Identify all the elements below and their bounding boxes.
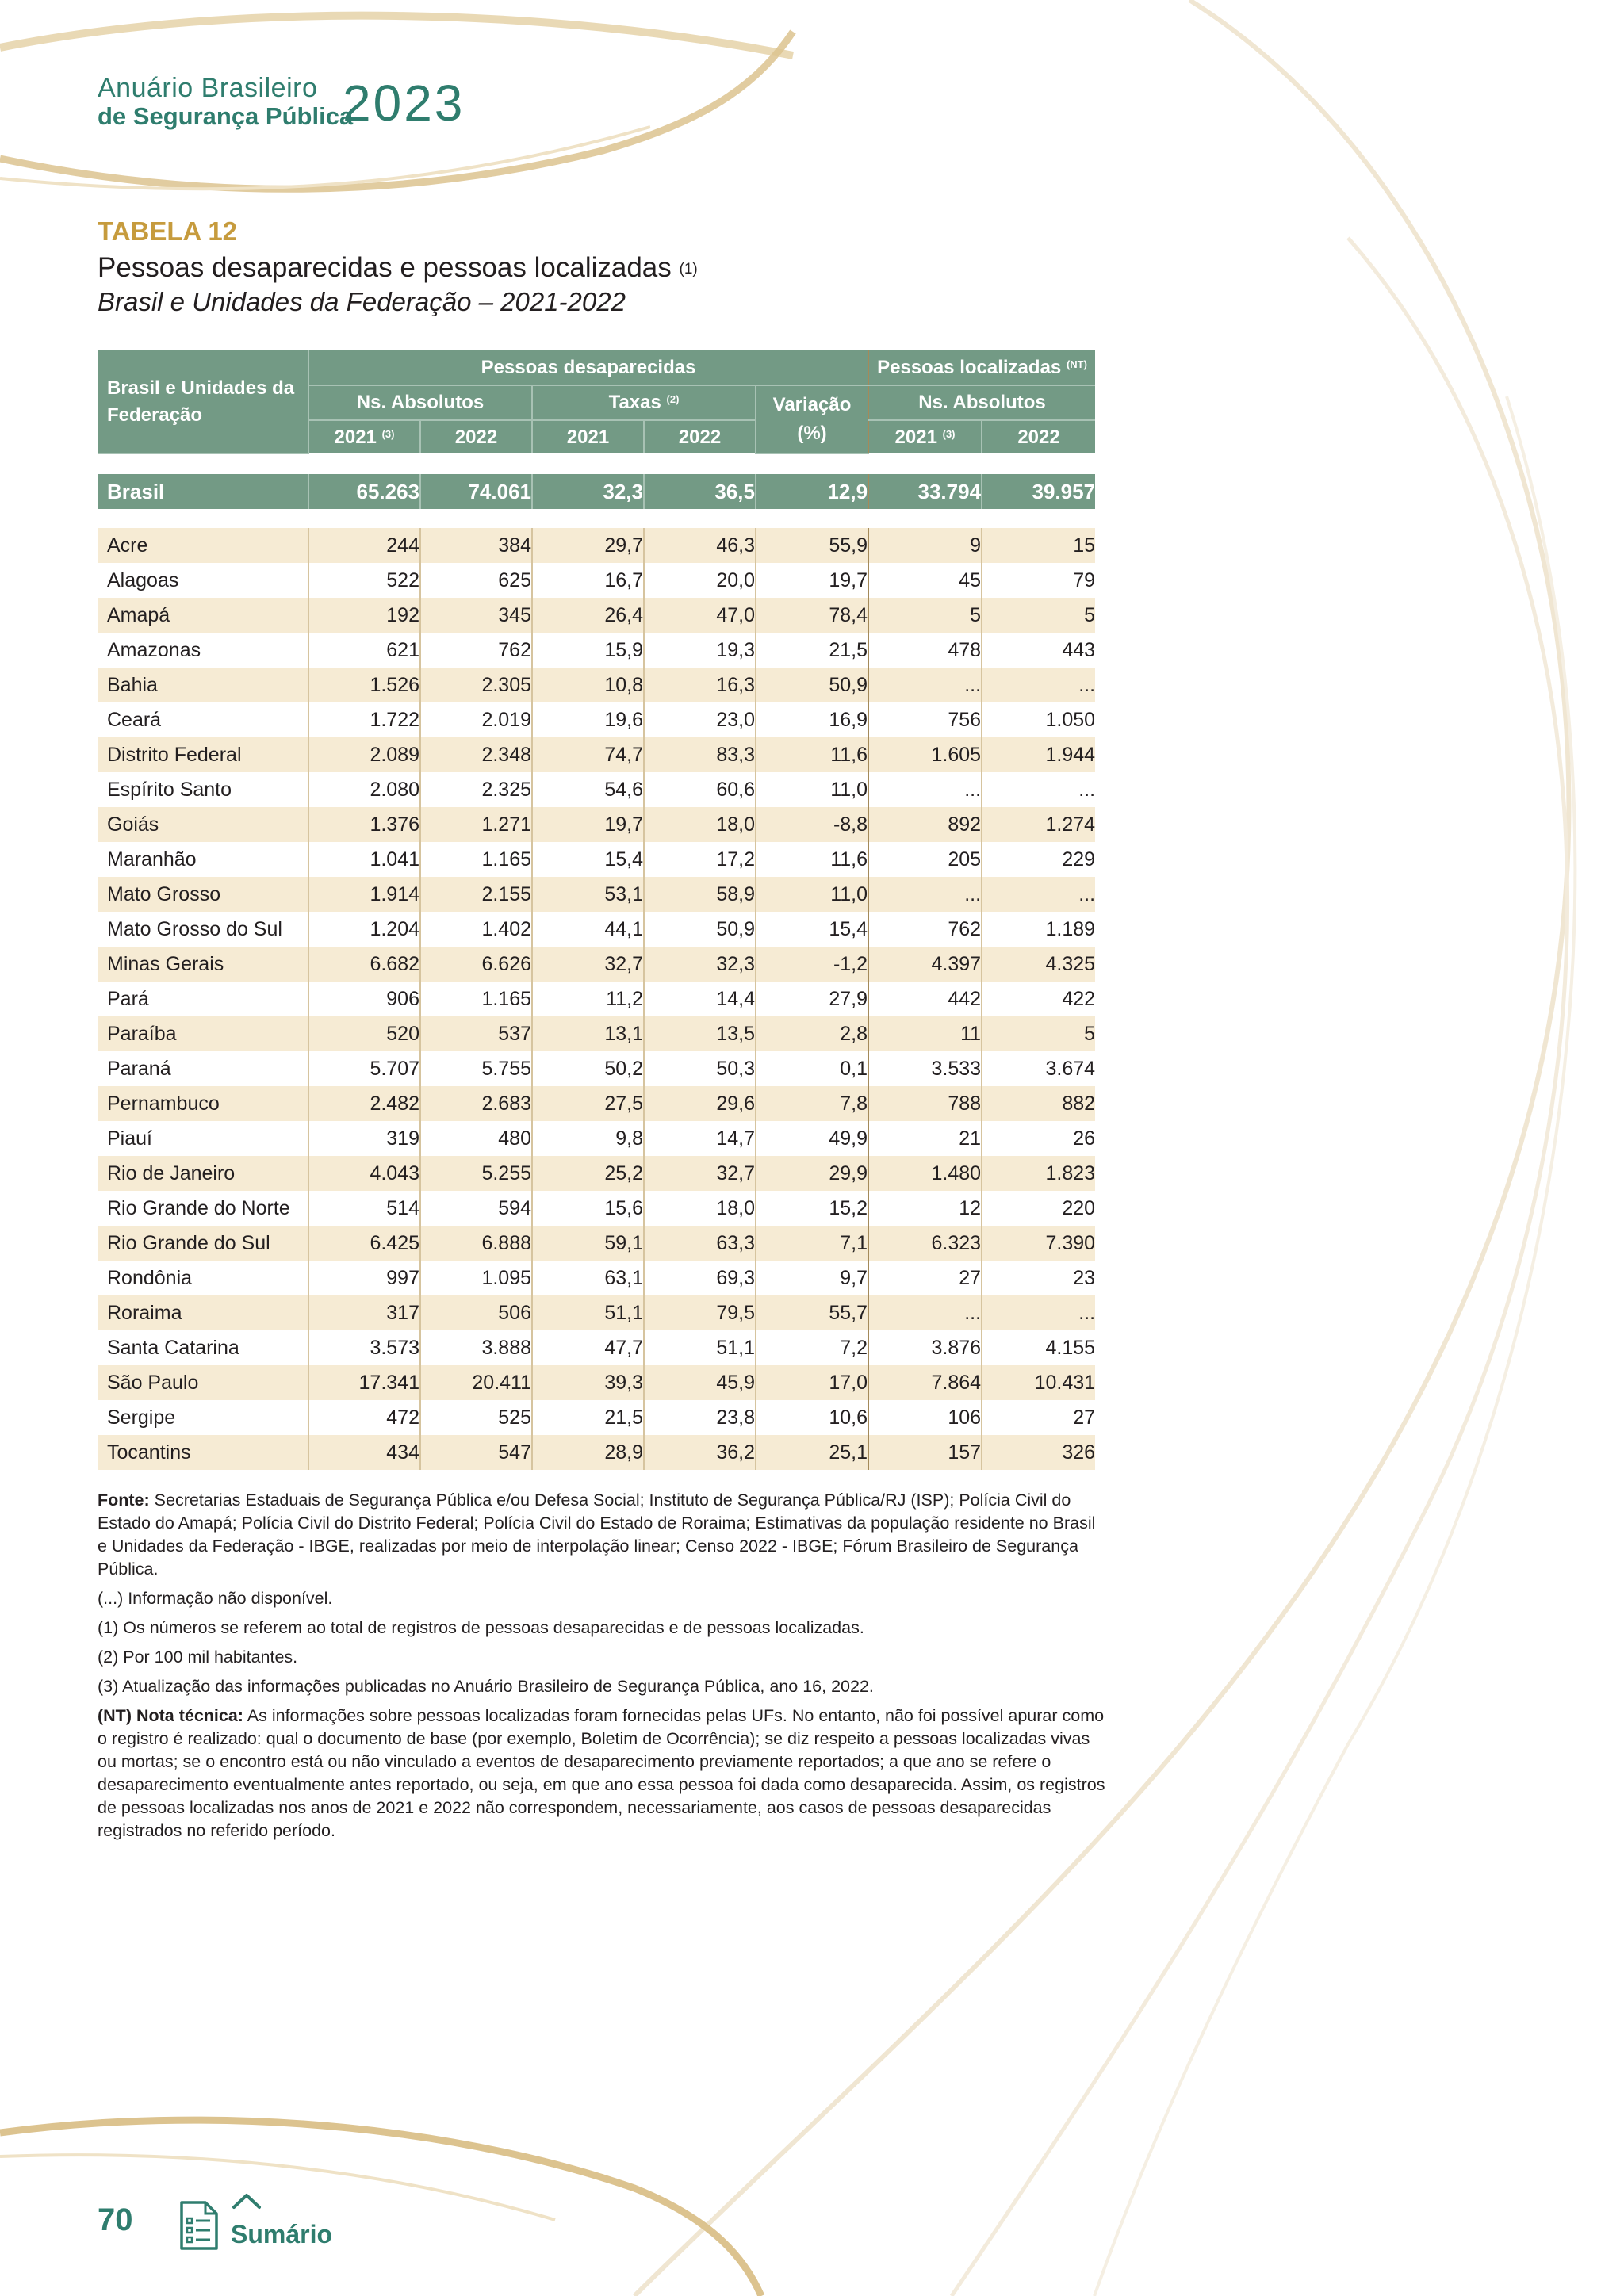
- cell-found-2022: 7.390: [982, 1226, 1095, 1261]
- table-row: [98, 1330, 1095, 1365]
- cell-rate-2022: 23,8: [644, 1400, 756, 1435]
- row-label: Rio Grande do Norte: [98, 1191, 308, 1226]
- table-row: [98, 1086, 1095, 1121]
- cell-variation: 11,6: [756, 842, 868, 877]
- cell-rate-2022: 18,0: [644, 807, 756, 842]
- cell-missing-abs-2022: 762: [420, 633, 532, 668]
- cell-rate-2021: 47,7: [532, 1330, 644, 1365]
- cell-found-2022: 326: [982, 1435, 1095, 1470]
- cell-missing-abs-2022: 2.348: [420, 737, 532, 772]
- cell-rate-2022: 79,5: [644, 1295, 756, 1330]
- cell-rate-2022: 83,3: [644, 737, 756, 772]
- technical-note: (NT) Nota técnica: As informações sobre pessoas localizadas foram fornecidas pelas UFs. No entanto, não foi possível apurar como o registro é realizado: qual o documento de base (por exemplo, Boletim de Ocorrência); se diz respeito a pessoas localizadas vivas ou mortas; se o encontro está ou não vinculado a eventos de desaparecimento previamente reportados; a que ano se refere o desaparecimento eventualmente antes reportado, ou seja, em que ano essa pessoa foi dada como desaparecida. Assim, os registros de pessoas localizadas nos anos de 2021 e 2022 não correspondem, necessariamente, aos casos de pessoas desaparecidas registrados no referido período.: [98, 1706, 1105, 1840]
- header-region: Brasil e Unidades da Federação: [98, 350, 308, 453]
- cell-missing-abs-2021: 6.682: [308, 947, 420, 982]
- cell-variation: 49,9: [756, 1121, 868, 1156]
- cell-variation: 55,7: [756, 1295, 868, 1330]
- cell-rate-2021: 53,1: [532, 877, 644, 912]
- cell-found-2022: 1.050: [982, 702, 1095, 737]
- cell-found-2022: 422: [982, 982, 1095, 1016]
- cell-rate-2022: 23,0: [644, 702, 756, 737]
- cell-missing-abs-2022: 2.325: [420, 772, 532, 807]
- footnote-1: (1) Os números se referem ao total de registros de pessoas desaparecidas e de pessoas localizadas.: [98, 1618, 864, 1637]
- cell-variation: 17,0: [756, 1365, 868, 1400]
- cell-found-2022: 15: [982, 528, 1095, 563]
- cell-rate-2021: 32,3: [532, 474, 644, 509]
- cell-found-2021: 1.480: [868, 1156, 982, 1191]
- cell-found-2022: 5: [982, 598, 1095, 633]
- brand-title-line2: de Segurança Pública: [98, 102, 354, 130]
- cell-variation: 11,6: [756, 737, 868, 772]
- cell-found-2021: 9: [868, 528, 982, 563]
- cell-found-2022: 23: [982, 1261, 1095, 1295]
- row-label: Bahia: [98, 668, 308, 702]
- row-label: Acre: [98, 528, 308, 563]
- cell-found-2022: 229: [982, 842, 1095, 877]
- header-abs-2021: 2021 $^{(3)}$: [308, 420, 420, 453]
- cell-variation: 29,9: [756, 1156, 868, 1191]
- cell-found-2022: ...: [982, 1295, 1095, 1330]
- header-found-2022: 2022: [982, 420, 1095, 453]
- cell-found-2021: 33.794: [868, 474, 982, 509]
- cell-variation: 78,4: [756, 598, 868, 633]
- cell-variation: -1,2: [756, 947, 868, 982]
- cell-found-2021: ...: [868, 1295, 982, 1330]
- cell-variation: 15,2: [756, 1191, 868, 1226]
- cell-rate-2022: 16,3: [644, 668, 756, 702]
- cell-missing-abs-2021: 1.722: [308, 702, 420, 737]
- cell-variation: 50,9: [756, 668, 868, 702]
- table-row: [98, 1295, 1095, 1330]
- table-notes: [98, 1489, 1109, 1849]
- cell-rate-2021: 15,6: [532, 1191, 644, 1226]
- cell-found-2021: 6.323: [868, 1226, 982, 1261]
- cell-found-2021: ...: [868, 668, 982, 702]
- cell-rate-2022: 51,1: [644, 1330, 756, 1365]
- table-row: [98, 1121, 1095, 1156]
- cell-missing-abs-2021: 65.263: [308, 474, 420, 509]
- header-found-2021: 2021 $^{(3)}$: [868, 420, 982, 453]
- header-found: Pessoas localizadas $^{(NT)}$: [868, 350, 1095, 385]
- cell-rate-2022: 50,3: [644, 1051, 756, 1086]
- cell-found-2022: 3.674: [982, 1051, 1095, 1086]
- cell-rate-2022: 13,5: [644, 1016, 756, 1051]
- cell-missing-abs-2021: 472: [308, 1400, 420, 1435]
- row-label: Tocantins: [98, 1435, 308, 1470]
- table-row: [98, 1016, 1095, 1051]
- cell-found-2022: 443: [982, 633, 1095, 668]
- cell-missing-abs-2021: 1.376: [308, 807, 420, 842]
- row-label: Paraná: [98, 1051, 308, 1086]
- cell-missing-abs-2022: 1.165: [420, 842, 532, 877]
- cell-rate-2021: 25,2: [532, 1156, 644, 1191]
- cell-rate-2022: 45,9: [644, 1365, 756, 1400]
- cell-rate-2022: 17,2: [644, 842, 756, 877]
- cell-rate-2022: 58,9: [644, 877, 756, 912]
- cell-rate-2022: 29,6: [644, 1086, 756, 1121]
- cell-variation: 19,7: [756, 563, 868, 598]
- cell-missing-abs-2021: 997: [308, 1261, 420, 1295]
- cell-rate-2021: 10,8: [532, 668, 644, 702]
- table-title: Pessoas desaparecidas e pessoas localizadas $^{(1)}$: [98, 252, 698, 283]
- cell-variation: 21,5: [756, 633, 868, 668]
- cell-missing-abs-2022: 594: [420, 1191, 532, 1226]
- header-variation: Variação (%): [756, 385, 868, 453]
- table-row: [98, 633, 1095, 668]
- cell-rate-2021: 15,9: [532, 633, 644, 668]
- cell-missing-abs-2022: 547: [420, 1435, 532, 1470]
- row-label: Sergipe: [98, 1400, 308, 1435]
- cell-rate-2021: 29,7: [532, 528, 644, 563]
- table-row: [98, 947, 1095, 982]
- table-row: [98, 877, 1095, 912]
- cell-found-2021: ...: [868, 772, 982, 807]
- cell-rate-2021: 28,9: [532, 1435, 644, 1470]
- cell-missing-abs-2021: 2.482: [308, 1086, 420, 1121]
- cell-found-2022: ...: [982, 668, 1095, 702]
- cell-variation: 0,1: [756, 1051, 868, 1086]
- cell-variation: 12,9: [756, 474, 868, 509]
- cell-missing-abs-2021: 17.341: [308, 1365, 420, 1400]
- cell-missing-abs-2021: 906: [308, 982, 420, 1016]
- cell-rate-2021: 63,1: [532, 1261, 644, 1295]
- cell-missing-abs-2021: 244: [308, 528, 420, 563]
- cell-missing-abs-2021: 1.914: [308, 877, 420, 912]
- document-list-icon: [178, 2201, 220, 2252]
- cell-variation: 9,7: [756, 1261, 868, 1295]
- cell-missing-abs-2022: 6.888: [420, 1226, 532, 1261]
- cell-missing-abs-2022: 2.305: [420, 668, 532, 702]
- cell-found-2021: 478: [868, 633, 982, 668]
- table-row: [98, 982, 1095, 1016]
- cell-missing-abs-2021: 3.573: [308, 1330, 420, 1365]
- cell-rate-2021: 51,1: [532, 1295, 644, 1330]
- table-row: [98, 912, 1095, 947]
- brand-title-line1: Anuário Brasileiro: [98, 73, 318, 103]
- row-label: Mato Grosso: [98, 877, 308, 912]
- header-rate-2021: 2021: [532, 420, 644, 453]
- cell-rate-2021: 74,7: [532, 737, 644, 772]
- table-row: [98, 1365, 1095, 1400]
- row-label: Paraíba: [98, 1016, 308, 1051]
- cell-missing-abs-2021: 522: [308, 563, 420, 598]
- table-row: [98, 807, 1095, 842]
- header-absolute-found: Ns. Absolutos: [868, 385, 1095, 420]
- row-label: Rio de Janeiro: [98, 1156, 308, 1191]
- cell-missing-abs-2021: 514: [308, 1191, 420, 1226]
- cell-rate-2022: 32,3: [644, 947, 756, 982]
- cell-found-2021: 12: [868, 1191, 982, 1226]
- cell-variation: 10,6: [756, 1400, 868, 1435]
- title-footnote-ref: (1): [679, 261, 698, 277]
- row-label: Brasil: [98, 474, 308, 509]
- cell-rate-2022: 14,7: [644, 1121, 756, 1156]
- cell-rate-2022: 36,2: [644, 1435, 756, 1470]
- table-row: [98, 1435, 1095, 1470]
- header-rate-2022: 2022: [644, 420, 756, 453]
- cell-missing-abs-2022: 6.626: [420, 947, 532, 982]
- cell-rate-2022: 46,3: [644, 528, 756, 563]
- row-label: Pará: [98, 982, 308, 1016]
- cell-rate-2022: 63,3: [644, 1226, 756, 1261]
- row-label: Maranhão: [98, 842, 308, 877]
- cell-found-2022: 1.189: [982, 912, 1095, 947]
- cell-found-2022: 10.431: [982, 1365, 1095, 1400]
- cell-missing-abs-2021: 520: [308, 1016, 420, 1051]
- table-row: [98, 668, 1095, 702]
- chevron-up-icon: [231, 2191, 262, 2210]
- cell-found-2021: 7.864: [868, 1365, 982, 1400]
- cell-missing-abs-2022: 20.411: [420, 1365, 532, 1400]
- summary-link[interactable]: [178, 2191, 337, 2255]
- cell-found-2021: 5: [868, 598, 982, 633]
- cell-found-2022: 79: [982, 563, 1095, 598]
- cell-found-2021: 3.533: [868, 1051, 982, 1086]
- footnote-2: (2) Por 100 mil habitantes.: [98, 1647, 298, 1667]
- cell-missing-abs-2021: 319: [308, 1121, 420, 1156]
- cell-found-2022: 27: [982, 1400, 1095, 1435]
- cell-missing-abs-2022: 5.255: [420, 1156, 532, 1191]
- cell-rate-2022: 47,0: [644, 598, 756, 633]
- cell-missing-abs-2022: 74.061: [420, 474, 532, 509]
- table-number: TABELA 12: [98, 216, 238, 246]
- data-table: [98, 350, 1095, 1470]
- row-label: Minas Gerais: [98, 947, 308, 982]
- cell-rate-2021: 50,2: [532, 1051, 644, 1086]
- cell-found-2022: ...: [982, 772, 1095, 807]
- publication-brand: [98, 73, 353, 130]
- cell-found-2022: ...: [982, 877, 1095, 912]
- row-label: Amapá: [98, 598, 308, 633]
- row-label: Piauí: [98, 1121, 308, 1156]
- cell-variation: 2,8: [756, 1016, 868, 1051]
- table-row: [98, 1400, 1095, 1435]
- cell-rate-2021: 54,6: [532, 772, 644, 807]
- cell-rate-2021: 32,7: [532, 947, 644, 982]
- cell-missing-abs-2021: 317: [308, 1295, 420, 1330]
- cell-found-2022: 26: [982, 1121, 1095, 1156]
- cell-missing-abs-2022: 2.019: [420, 702, 532, 737]
- cell-missing-abs-2021: 1.041: [308, 842, 420, 877]
- cell-rate-2021: 59,1: [532, 1226, 644, 1261]
- cell-missing-abs-2022: 525: [420, 1400, 532, 1435]
- header-absolute: Ns. Absolutos: [308, 385, 532, 420]
- cell-missing-abs-2022: 506: [420, 1295, 532, 1330]
- cell-found-2022: 4.155: [982, 1330, 1095, 1365]
- table-row: [98, 772, 1095, 807]
- cell-rate-2022: 32,7: [644, 1156, 756, 1191]
- cell-found-2022: 1.274: [982, 807, 1095, 842]
- row-label: São Paulo: [98, 1365, 308, 1400]
- cell-missing-abs-2022: 3.888: [420, 1330, 532, 1365]
- note-unavailable: (...) Informação não disponível.: [98, 1589, 333, 1608]
- row-label: Roraima: [98, 1295, 308, 1330]
- table-row: [98, 1261, 1095, 1295]
- cell-variation: 25,1: [756, 1435, 868, 1470]
- cell-missing-abs-2022: 1.402: [420, 912, 532, 947]
- cell-found-2021: 157: [868, 1435, 982, 1470]
- cell-found-2022: 220: [982, 1191, 1095, 1226]
- row-label: Alagoas: [98, 563, 308, 598]
- cell-missing-abs-2021: 6.425: [308, 1226, 420, 1261]
- cell-found-2021: ...: [868, 877, 982, 912]
- cell-found-2022: 882: [982, 1086, 1095, 1121]
- cell-missing-abs-2021: 1.204: [308, 912, 420, 947]
- cell-rate-2021: 15,4: [532, 842, 644, 877]
- row-label: Goiás: [98, 807, 308, 842]
- cell-found-2021: 442: [868, 982, 982, 1016]
- summary-link-label: Sumário: [231, 2220, 333, 2248]
- cell-found-2021: 21: [868, 1121, 982, 1156]
- cell-variation: 16,9: [756, 702, 868, 737]
- cell-variation: 27,9: [756, 982, 868, 1016]
- cell-rate-2021: 16,7: [532, 563, 644, 598]
- header-missing: Pessoas desaparecidas: [308, 350, 868, 385]
- cell-found-2022: 5: [982, 1016, 1095, 1051]
- cell-rate-2022: 19,3: [644, 633, 756, 668]
- table-row-brasil: [98, 474, 1095, 509]
- cell-missing-abs-2022: 384: [420, 528, 532, 563]
- cell-rate-2022: 36,5: [644, 474, 756, 509]
- row-label: Espírito Santo: [98, 772, 308, 807]
- cell-missing-abs-2021: 621: [308, 633, 420, 668]
- cell-rate-2021: 9,8: [532, 1121, 644, 1156]
- cell-variation: -8,8: [756, 807, 868, 842]
- cell-variation: 15,4: [756, 912, 868, 947]
- cell-rate-2021: 44,1: [532, 912, 644, 947]
- cell-rate-2021: 39,3: [532, 1365, 644, 1400]
- row-label: Distrito Federal: [98, 737, 308, 772]
- row-label: Santa Catarina: [98, 1330, 308, 1365]
- row-label: Ceará: [98, 702, 308, 737]
- cell-variation: 7,2: [756, 1330, 868, 1365]
- table-row: [98, 563, 1095, 598]
- cell-rate-2022: 60,6: [644, 772, 756, 807]
- cell-missing-abs-2022: 1.095: [420, 1261, 532, 1295]
- row-label: Rio Grande do Sul: [98, 1226, 308, 1261]
- table-row: [98, 1226, 1095, 1261]
- cell-found-2021: 106: [868, 1400, 982, 1435]
- header-abs-2022: 2022: [420, 420, 532, 453]
- cell-missing-abs-2021: 2.080: [308, 772, 420, 807]
- cell-found-2021: 11: [868, 1016, 982, 1051]
- cell-missing-abs-2021: 2.089: [308, 737, 420, 772]
- row-label: Rondônia: [98, 1261, 308, 1295]
- cell-variation: 55,9: [756, 528, 868, 563]
- cell-found-2022: 4.325: [982, 947, 1095, 982]
- cell-rate-2021: 19,7: [532, 807, 644, 842]
- footnote-3: (3) Atualização das informações publicadas no Anuário Brasileiro de Segurança Pública, ano 16, 2022.: [98, 1677, 874, 1696]
- cell-found-2021: 762: [868, 912, 982, 947]
- row-label: Amazonas: [98, 633, 308, 668]
- cell-rate-2021: 26,4: [532, 598, 644, 633]
- cell-found-2022: 39.957: [982, 474, 1095, 509]
- cell-missing-abs-2021: 5.707: [308, 1051, 420, 1086]
- cell-missing-abs-2022: 480: [420, 1121, 532, 1156]
- cell-found-2021: 3.876: [868, 1330, 982, 1365]
- table-row: [98, 737, 1095, 772]
- table-row: [98, 842, 1095, 877]
- cell-missing-abs-2022: 625: [420, 563, 532, 598]
- cell-missing-abs-2022: 2.683: [420, 1086, 532, 1121]
- cell-missing-abs-2021: 4.043: [308, 1156, 420, 1191]
- cell-missing-abs-2022: 1.271: [420, 807, 532, 842]
- cell-missing-abs-2022: 537: [420, 1016, 532, 1051]
- cell-rate-2022: 18,0: [644, 1191, 756, 1226]
- cell-found-2021: 892: [868, 807, 982, 842]
- cell-variation: 7,1: [756, 1226, 868, 1261]
- table-row: [98, 598, 1095, 633]
- cell-found-2021: 4.397: [868, 947, 982, 982]
- cell-found-2021: 1.605: [868, 737, 982, 772]
- cell-found-2021: 45: [868, 563, 982, 598]
- table-row: [98, 528, 1095, 563]
- cell-rate-2021: 11,2: [532, 982, 644, 1016]
- header-rates: Taxas $^{(2)}$: [532, 385, 756, 420]
- cell-rate-2022: 50,9: [644, 912, 756, 947]
- brand-year: 2023: [343, 75, 465, 132]
- cell-found-2022: 1.944: [982, 737, 1095, 772]
- cell-missing-abs-2022: 5.755: [420, 1051, 532, 1086]
- row-label: Pernambuco: [98, 1086, 308, 1121]
- table-subtitle: Brasil e Unidades da Federação – 2021-2022: [98, 287, 626, 316]
- cell-missing-abs-2021: 434: [308, 1435, 420, 1470]
- cell-found-2021: 756: [868, 702, 982, 737]
- cell-missing-abs-2022: 345: [420, 598, 532, 633]
- row-label: Mato Grosso do Sul: [98, 912, 308, 947]
- cell-rate-2021: 21,5: [532, 1400, 644, 1435]
- cell-rate-2022: 20,0: [644, 563, 756, 598]
- cell-rate-2022: 14,4: [644, 982, 756, 1016]
- cell-found-2022: 1.823: [982, 1156, 1095, 1191]
- table-row: [98, 702, 1095, 737]
- cell-missing-abs-2021: 1.526: [308, 668, 420, 702]
- cell-rate-2022: 69,3: [644, 1261, 756, 1295]
- table-row: [98, 1051, 1095, 1086]
- cell-variation: 11,0: [756, 877, 868, 912]
- cell-variation: 7,8: [756, 1086, 868, 1121]
- cell-found-2021: 27: [868, 1261, 982, 1295]
- cell-variation: 11,0: [756, 772, 868, 807]
- cell-missing-abs-2021: 192: [308, 598, 420, 633]
- page-number: 70: [98, 2202, 133, 2237]
- cell-missing-abs-2022: 2.155: [420, 877, 532, 912]
- cell-found-2021: 788: [868, 1086, 982, 1121]
- table-row: [98, 1156, 1095, 1191]
- cell-found-2021: 205: [868, 842, 982, 877]
- cell-rate-2021: 27,5: [532, 1086, 644, 1121]
- cell-rate-2021: 19,6: [532, 702, 644, 737]
- cell-missing-abs-2022: 1.165: [420, 982, 532, 1016]
- table-row: [98, 1191, 1095, 1226]
- source-note: Fonte: Secretarias Estaduais de Segurança Pública e/ou Defesa Social; Instituto de Segurança Pública/RJ (ISP); Polícia Civil do Estado do Amapá; Polícia Civil do Distrito Federal; Polícia Civil do Estado de Roraima; Estimativas da população residente no Brasil e Unidades da Federação - IBGE, realizadas por meio de interpolação linear; Censo 2022 - IBGE; Fórum Brasileiro de Segurança Pública.: [98, 1490, 1096, 1578]
- table-heading: [98, 216, 1097, 319]
- cell-rate-2021: 13,1: [532, 1016, 644, 1051]
